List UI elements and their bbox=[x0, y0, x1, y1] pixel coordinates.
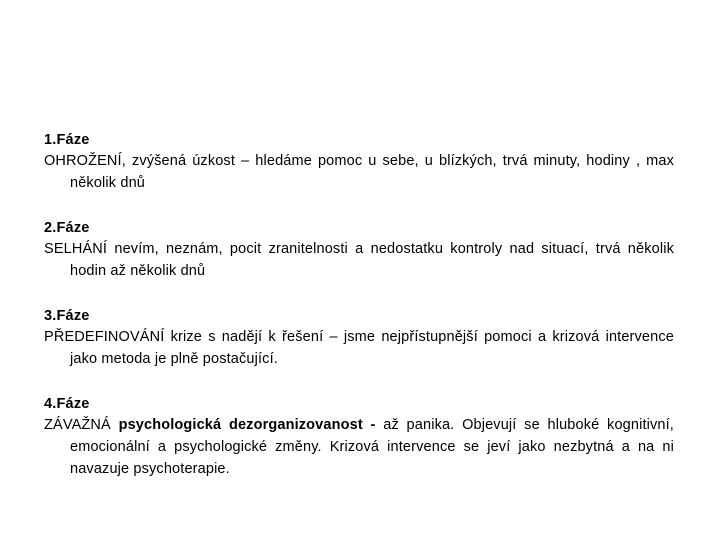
slide-content bbox=[44, 130, 674, 504]
phase-name: SELHÁNÍ bbox=[44, 241, 115, 257]
phase-2 bbox=[44, 218, 674, 282]
phase-body: až panika. Objevují se hluboké kognitivní, emocionální a psychologické změny. Krizová intervence se jeví jako nezbytná a na ni navazuje psychoterapie. bbox=[70, 417, 674, 477]
phase-1 bbox=[44, 130, 674, 194]
phase-body: krize s nadějí k řešení – jsme nejpřístupnější pomoci a krizová intervence jako metoda je plně postačující. bbox=[70, 329, 674, 367]
phase-body: zvýšená úzkost – hledáme pomoc u sebe, u blízkých, trvá minuty, hodiny , max několik dnů bbox=[70, 153, 674, 191]
phase-description bbox=[44, 414, 674, 480]
phase-name: ZÁVAŽNÁ bbox=[44, 417, 119, 433]
phase-description bbox=[44, 150, 674, 194]
phase-name: OHROŽENÍ, bbox=[44, 153, 132, 169]
phase-title: 2.Fáze bbox=[44, 220, 90, 236]
phase-emphasis: psychologická dezorganizovanost - bbox=[118, 417, 384, 433]
phase-body: nevím, neznám, pocit zranitelnosti a nedostatku kontroly nad situací, trvá několik hodin až několik dnů bbox=[70, 241, 674, 279]
phase-title: 1.Fáze bbox=[44, 132, 90, 148]
phase-description bbox=[44, 326, 674, 370]
phase-description bbox=[44, 238, 674, 282]
phase-3 bbox=[44, 306, 674, 370]
phase-title: 3.Fáze bbox=[44, 308, 90, 324]
phase-name: PŘEDEFINOVÁNÍ bbox=[44, 329, 171, 345]
phase-title: 4.Fáze bbox=[44, 396, 90, 412]
phase-4 bbox=[44, 394, 674, 480]
